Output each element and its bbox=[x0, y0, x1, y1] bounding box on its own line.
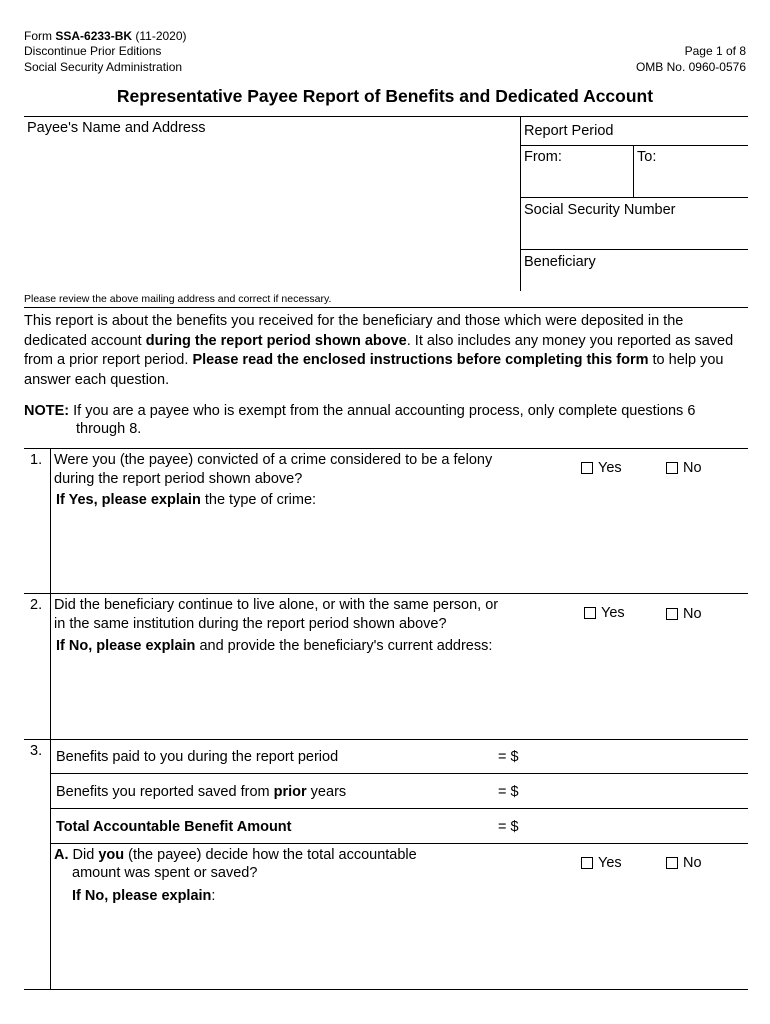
q2-yes-checkbox[interactable] bbox=[584, 607, 596, 619]
q1-explain-bold: If Yes, please explain bbox=[56, 492, 201, 508]
q2-yes-label: Yes bbox=[601, 605, 625, 621]
q3a-explain-bold: If No, please explain bbox=[72, 888, 212, 904]
beneficiary-label: Beneficiary bbox=[524, 254, 596, 270]
q1-no-label: No bbox=[683, 460, 702, 476]
q2-no-checkbox[interactable] bbox=[666, 608, 678, 620]
divider bbox=[50, 808, 748, 809]
q3-row2-text: years bbox=[306, 784, 347, 800]
q1-no-checkbox[interactable] bbox=[666, 462, 678, 474]
divider bbox=[520, 197, 748, 198]
q3a-no-checkbox[interactable] bbox=[666, 857, 678, 869]
q2-explain-rest: and provide the beneficiary's current address: bbox=[195, 638, 493, 654]
divider bbox=[520, 249, 748, 250]
intro-bold-period: during the report period shown above bbox=[145, 332, 407, 349]
q1-explanation-field[interactable] bbox=[54, 512, 744, 590]
q3-benefits-paid-field[interactable] bbox=[524, 741, 746, 771]
intro-bold-instructions: Please read the enclosed instructions before completing this form bbox=[192, 352, 649, 368]
q1-yes-checkbox[interactable] bbox=[581, 462, 593, 474]
q1-text-line1: Were you (the payee) convicted of a crime considered to be a felony bbox=[54, 452, 493, 468]
divider bbox=[50, 773, 748, 774]
q3-row3-eq: = $ bbox=[498, 819, 519, 835]
intro-text: to help you answer each question. bbox=[24, 352, 724, 388]
divider bbox=[24, 989, 748, 990]
from-date-field[interactable] bbox=[521, 146, 633, 197]
divider bbox=[24, 116, 748, 117]
q3a-text-line1 bbox=[54, 846, 417, 864]
q3-row2-label bbox=[56, 783, 346, 801]
q3-row2-bold: prior bbox=[273, 784, 307, 800]
ssn-label: Social Security Number bbox=[524, 202, 676, 218]
note-text: If you are a payee who is exempt from the annual accounting process, only complete questions 6 bbox=[69, 403, 696, 419]
form-date: (11-2020) bbox=[132, 29, 187, 43]
intro-text: . It also includes any money you reported as saved from a prior report period. bbox=[24, 332, 734, 368]
payee-address-field[interactable] bbox=[24, 136, 519, 288]
q2-text-line2: in the same institution during the report period shown above? bbox=[54, 616, 447, 632]
q3a-label: A. bbox=[54, 847, 69, 863]
q3-total-field[interactable] bbox=[524, 810, 746, 841]
intro-text: This report is about the benefits you received for the beneficiary and those which were deposited in the dedicated account bbox=[24, 313, 684, 349]
note-text-cont: through 8. bbox=[76, 421, 142, 437]
intro-paragraph bbox=[24, 312, 746, 390]
divider bbox=[24, 593, 748, 594]
q3a-text: Did bbox=[68, 847, 99, 863]
q2-number: 2. bbox=[30, 597, 43, 613]
form-number: SSA-6233-BK bbox=[55, 29, 133, 43]
address-note: Please review the above mailing address and correct if necessary. bbox=[24, 293, 332, 305]
divider bbox=[24, 307, 748, 308]
discontinue-text: Discontinue Prior Editions bbox=[24, 44, 162, 58]
q3-saved-prior-field[interactable] bbox=[524, 775, 746, 806]
divider bbox=[24, 448, 748, 449]
question-column-line bbox=[50, 448, 51, 990]
q1-yes-label: Yes bbox=[598, 460, 622, 476]
to-label: To: bbox=[637, 149, 657, 165]
q3a-no-label: No bbox=[683, 855, 702, 871]
q3a-text-line2: amount was spent or saved? bbox=[72, 865, 258, 881]
q2-no-label: No bbox=[683, 606, 702, 622]
divider bbox=[520, 116, 521, 291]
q2-explanation-field[interactable] bbox=[54, 658, 744, 736]
from-label: From: bbox=[524, 149, 562, 165]
divider bbox=[50, 843, 748, 844]
form-title: Representative Payee Report of Benefits and Dedicated Account bbox=[116, 86, 654, 106]
q1-number: 1. bbox=[30, 452, 43, 468]
form-id bbox=[24, 29, 187, 43]
q3a-explain-label bbox=[72, 887, 215, 905]
q1-explain-label bbox=[56, 491, 316, 509]
note-paragraph bbox=[24, 402, 746, 420]
q3-row3-label: Total Accountable Benefit Amount bbox=[56, 819, 292, 835]
q1-explain-rest: the type of crime: bbox=[200, 492, 317, 508]
note-label: NOTE: bbox=[24, 403, 70, 419]
form-prefix: Form bbox=[24, 29, 56, 43]
q3a-explanation-field[interactable] bbox=[54, 908, 744, 986]
q3-row2-eq: = $ bbox=[498, 784, 519, 800]
omb-number: OMB No. 0960-0576 bbox=[635, 60, 746, 74]
q2-text-line1: Did the beneficiary continue to live alone, or with the same person, or bbox=[54, 597, 499, 613]
report-period-label: Report Period bbox=[524, 123, 614, 139]
ssn-field[interactable] bbox=[521, 220, 748, 248]
q3a-colon: : bbox=[211, 888, 216, 904]
q3a-yes-checkbox[interactable] bbox=[581, 857, 593, 869]
page-number: Page 1 of 8 bbox=[684, 44, 746, 58]
q2-explain-bold: If No, please explain bbox=[56, 638, 196, 654]
q3-row1-eq: = $ bbox=[498, 749, 519, 765]
q3-row2-text: Benefits you reported saved from bbox=[56, 784, 274, 800]
agency-name: Social Security Administration bbox=[24, 60, 183, 74]
q1-text-line2: during the report period shown above? bbox=[54, 471, 303, 487]
divider bbox=[24, 739, 748, 740]
q3a-text: (the payee) decide how the total accountable bbox=[124, 847, 417, 863]
to-date-field[interactable] bbox=[634, 146, 748, 197]
q2-explain-label bbox=[56, 637, 492, 655]
q3-number: 3. bbox=[30, 743, 43, 759]
payee-name-label: Payee's Name and Address bbox=[27, 120, 206, 136]
q3a-yes-label: Yes bbox=[598, 855, 622, 871]
q3-row1-label: Benefits paid to you during the report period bbox=[56, 749, 339, 765]
q3a-bold-you: you bbox=[98, 847, 125, 863]
beneficiary-field[interactable] bbox=[521, 272, 748, 306]
